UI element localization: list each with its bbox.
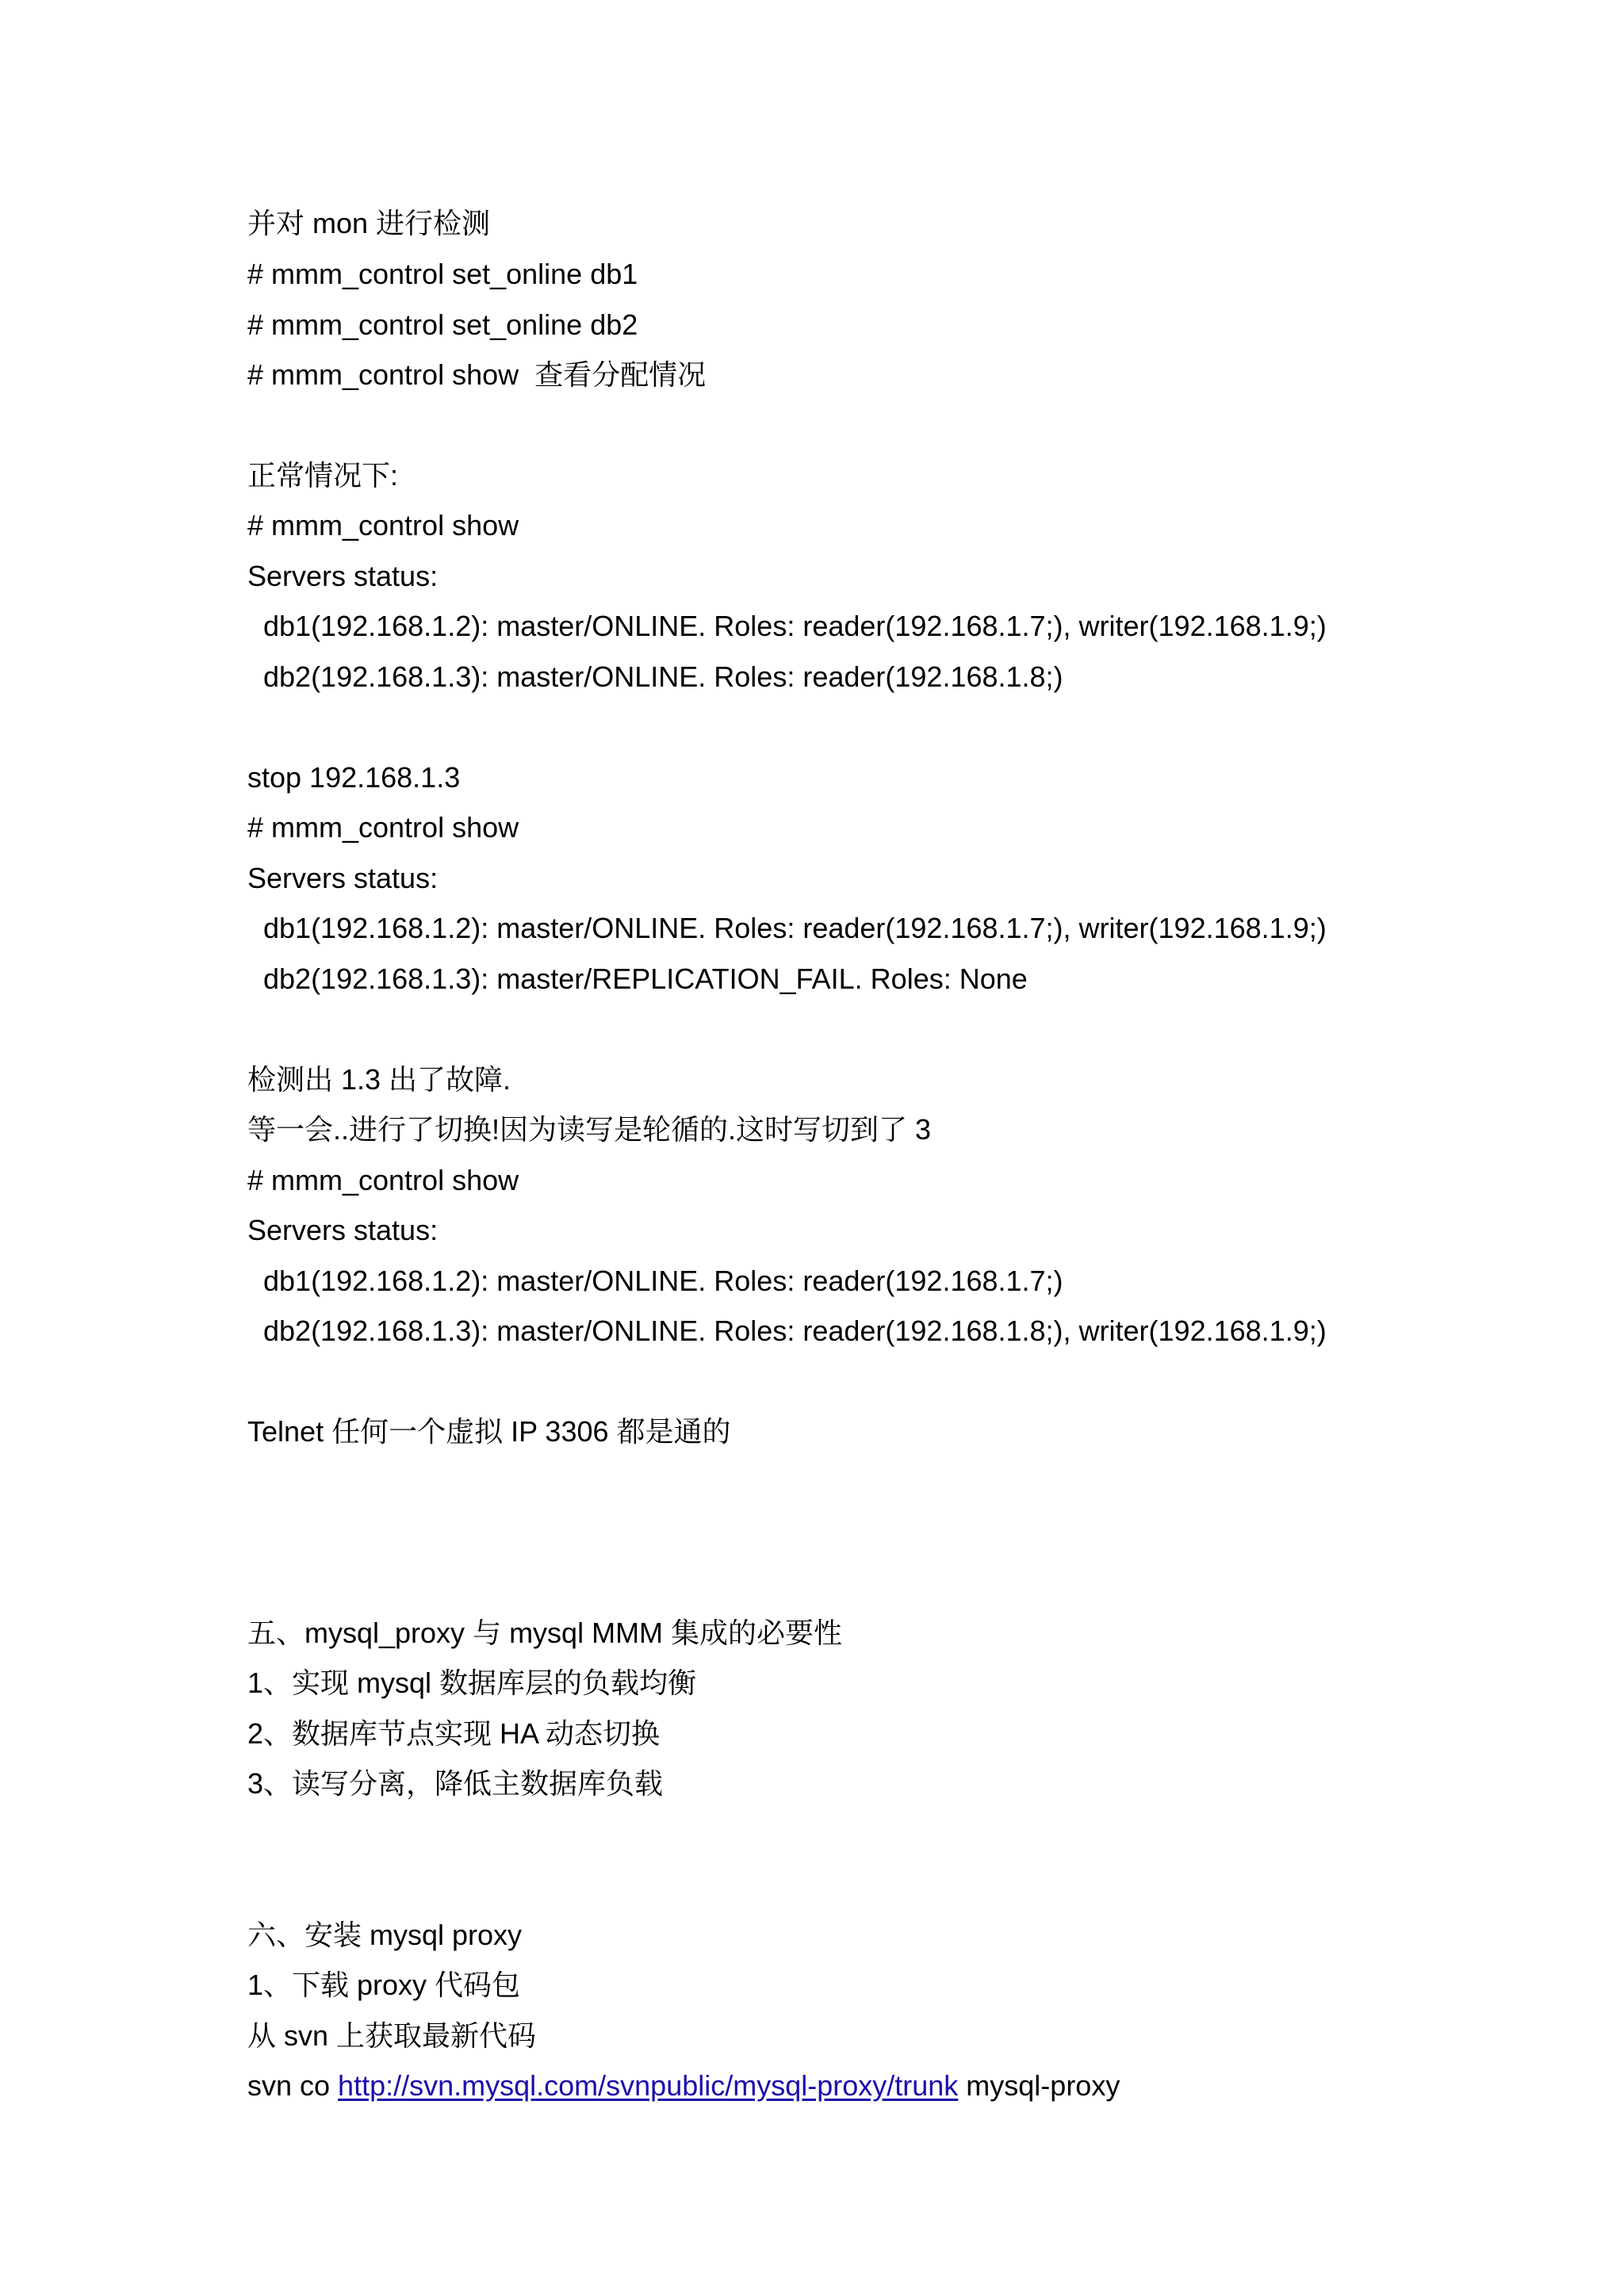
text-line: 等一会..进行了切换!因为读写是轮循的.这时写切到了 3 <box>247 1113 932 1146</box>
list-item: 1、实现 mysql 数据库层的负载均衡 <box>247 1667 697 1699</box>
output-line: db1(192.168.1.2): master/ONLINE. Roles: reader(192.168.1.7;) <box>263 1265 1063 1297</box>
text-line: 正常情况下: <box>247 459 399 492</box>
command-line: # mmm_control show 查看分配情况 <box>247 358 707 391</box>
text-line: 从 svn 上获取最新代码 <box>247 2019 537 2052</box>
output-line: db2(192.168.1.3): master/REPLICATION_FAIL. Roles: None <box>263 962 1028 995</box>
text-line: 并对 mon 进行检测 <box>247 207 491 239</box>
output-line: db1(192.168.1.2): master/ONLINE. Roles: reader(192.168.1.7;), writer(192.168.1.9;) <box>263 912 1327 944</box>
command-line: # mmm_control set_online db1 <box>247 258 638 290</box>
list-item: 1、下载 proxy 代码包 <box>247 1969 521 2001</box>
output-line: db1(192.168.1.2): master/ONLINE. Roles: reader(192.168.1.7;), writer(192.168.1.9;) <box>263 610 1327 642</box>
list-item: 3、读写分离，降低主数据库负载 <box>247 1767 664 1800</box>
list-item: 2、数据库节点实现 HA 动态切换 <box>247 1717 661 1750</box>
output-line: Servers status: <box>247 560 439 592</box>
section-heading: 六、安装 mysql proxy <box>247 1919 523 1951</box>
command-line: # mmm_control show <box>247 811 519 844</box>
output-line: Servers status: <box>247 862 439 894</box>
command-line: # mmm_control show <box>247 1164 519 1196</box>
svn-command-line <box>247 2068 1120 2103</box>
output-line: Servers status: <box>247 1214 439 1246</box>
text-line: 检测出 1.3 出了故障. <box>247 1063 511 1096</box>
text-line: Telnet 任何一个虚拟 IP 3306 都是通的 <box>247 1415 731 1448</box>
svn-command-prefix: svn co <box>247 2069 339 2102</box>
command-line: # mmm_control show <box>247 509 519 541</box>
output-line: db2(192.168.1.3): master/ONLINE. Roles: reader(192.168.1.8;), writer(192.168.1.9;) <box>263 1314 1327 1347</box>
svn-url-link[interactable]: http://svn.mysql.com/svnpublic/mysql-proxy/trunk <box>338 2069 959 2102</box>
svn-command-suffix: mysql-proxy <box>958 2069 1120 2102</box>
command-line: # mmm_control set_online db2 <box>247 308 638 341</box>
text-line: stop 192.168.1.3 <box>247 761 461 794</box>
output-line: db2(192.168.1.3): master/ONLINE. Roles: reader(192.168.1.8;) <box>263 660 1063 693</box>
section-heading: 五、mysql_proxy 与 mysql MMM 集成的必要性 <box>247 1617 843 1649</box>
